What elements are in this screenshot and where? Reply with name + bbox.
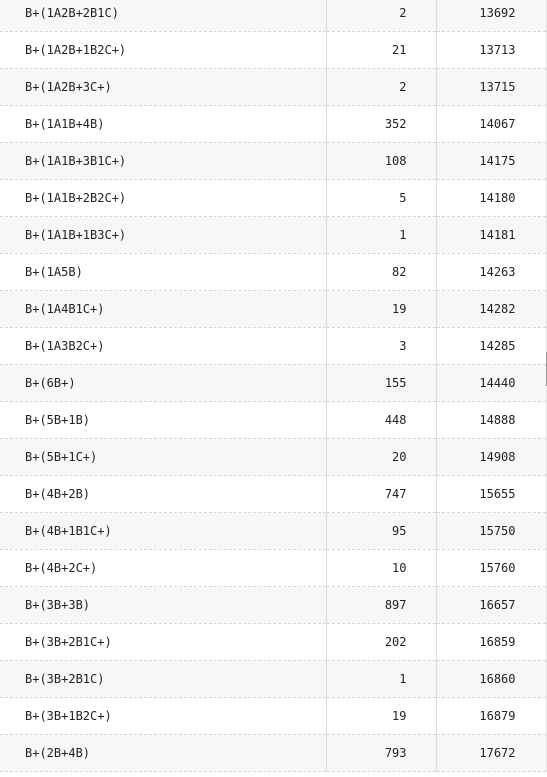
combination-cell: B+(3B+1B2C+) [0, 698, 326, 735]
count-cell: 10 [326, 550, 436, 587]
cumulative-total-cell: 14067 [436, 106, 546, 143]
cumulative-total-cell: 17672 [436, 735, 546, 772]
combination-cell: B+(1A1B+4B) [0, 106, 326, 143]
cumulative-total-cell: 16657 [436, 587, 546, 624]
cumulative-total-cell: 13692 [436, 0, 546, 32]
table-row [0, 143, 546, 180]
table-row [0, 106, 546, 143]
count-cell: 20 [326, 439, 436, 476]
combination-cell: B+(3B+2B1C+) [0, 624, 326, 661]
table-row [0, 476, 546, 513]
combination-cell: B+(1A2B+1B2C+) [0, 32, 326, 69]
combination-cell: B+(1A2B+3C+) [0, 69, 326, 106]
count-cell: 82 [326, 254, 436, 291]
table-row [0, 661, 546, 698]
combination-cell: B+(1A1B+1B3C+) [0, 217, 326, 254]
combination-cell: B+(4B+2B) [0, 476, 326, 513]
count-cell: 793 [326, 735, 436, 772]
count-cell: 19 [326, 698, 436, 735]
table-row [0, 291, 546, 328]
combination-cell: B+(1A3B2C+) [0, 328, 326, 365]
combination-cell: B+(3B+2B1C) [0, 661, 326, 698]
cumulative-total-cell: 14285 [436, 328, 546, 365]
combination-cell: B+(1A5B) [0, 254, 326, 291]
cumulative-total-cell: 13713 [436, 32, 546, 69]
table-row [0, 180, 546, 217]
table-row [0, 32, 546, 69]
cumulative-total-cell: 14908 [436, 439, 546, 476]
count-cell: 448 [326, 402, 436, 439]
cumulative-total-cell: 15655 [436, 476, 546, 513]
count-cell: 95 [326, 513, 436, 550]
table-row [0, 0, 546, 32]
count-cell: 21 [326, 32, 436, 69]
cumulative-total-cell: 16860 [436, 661, 546, 698]
table-row [0, 365, 546, 402]
combination-cell: B+(1A2B+2B1C) [0, 0, 326, 32]
count-cell: 2 [326, 69, 436, 106]
combination-cell: B+(4B+1B1C+) [0, 513, 326, 550]
cumulative-total-cell: 14180 [436, 180, 546, 217]
table-row [0, 439, 546, 476]
count-cell: 1 [326, 661, 436, 698]
count-cell: 747 [326, 476, 436, 513]
count-cell: 352 [326, 106, 436, 143]
table-row [0, 69, 546, 106]
cumulative-total-cell: 14175 [436, 143, 546, 180]
table-row [0, 402, 546, 439]
table-row [0, 328, 546, 365]
cumulative-total-cell: 15750 [436, 513, 546, 550]
combination-cell: B+(5B+1B) [0, 402, 326, 439]
cumulative-total-cell: 14263 [436, 254, 546, 291]
cumulative-total-cell: 13715 [436, 69, 546, 106]
count-cell: 19 [326, 291, 436, 328]
combination-cell: B+(5B+1C+) [0, 439, 326, 476]
count-cell: 5 [326, 180, 436, 217]
table-row [0, 217, 546, 254]
table-row [0, 587, 546, 624]
cumulative-total-cell: 14440 [436, 365, 546, 402]
combination-cell: B+(1A4B1C+) [0, 291, 326, 328]
count-cell: 3 [326, 328, 436, 365]
combination-cell: B+(3B+3B) [0, 587, 326, 624]
cumulative-total-cell: 14282 [436, 291, 546, 328]
count-cell: 108 [326, 143, 436, 180]
combination-cell: B+(6B+) [0, 365, 326, 402]
combination-cell: B+(4B+2C+) [0, 550, 326, 587]
combination-cell: B+(1A1B+3B1C+) [0, 143, 326, 180]
count-cell: 897 [326, 587, 436, 624]
combination-cell: B+(1A1B+2B2C+) [0, 180, 326, 217]
table-row [0, 698, 546, 735]
table-row [0, 513, 546, 550]
table-row [0, 735, 546, 772]
count-cell: 1 [326, 217, 436, 254]
cumulative-total-cell: 14888 [436, 402, 546, 439]
combination-cell: B+(2B+4B) [0, 735, 326, 772]
cumulative-total-cell: 16879 [436, 698, 546, 735]
table-row [0, 550, 546, 587]
table-row [0, 624, 546, 661]
count-cell: 155 [326, 365, 436, 402]
cumulative-total-cell: 16859 [436, 624, 546, 661]
cumulative-total-cell: 15760 [436, 550, 546, 587]
table-row [0, 254, 546, 291]
count-cell: 2 [326, 0, 436, 32]
cumulative-total-cell: 14181 [436, 217, 546, 254]
count-cell: 202 [326, 624, 436, 661]
